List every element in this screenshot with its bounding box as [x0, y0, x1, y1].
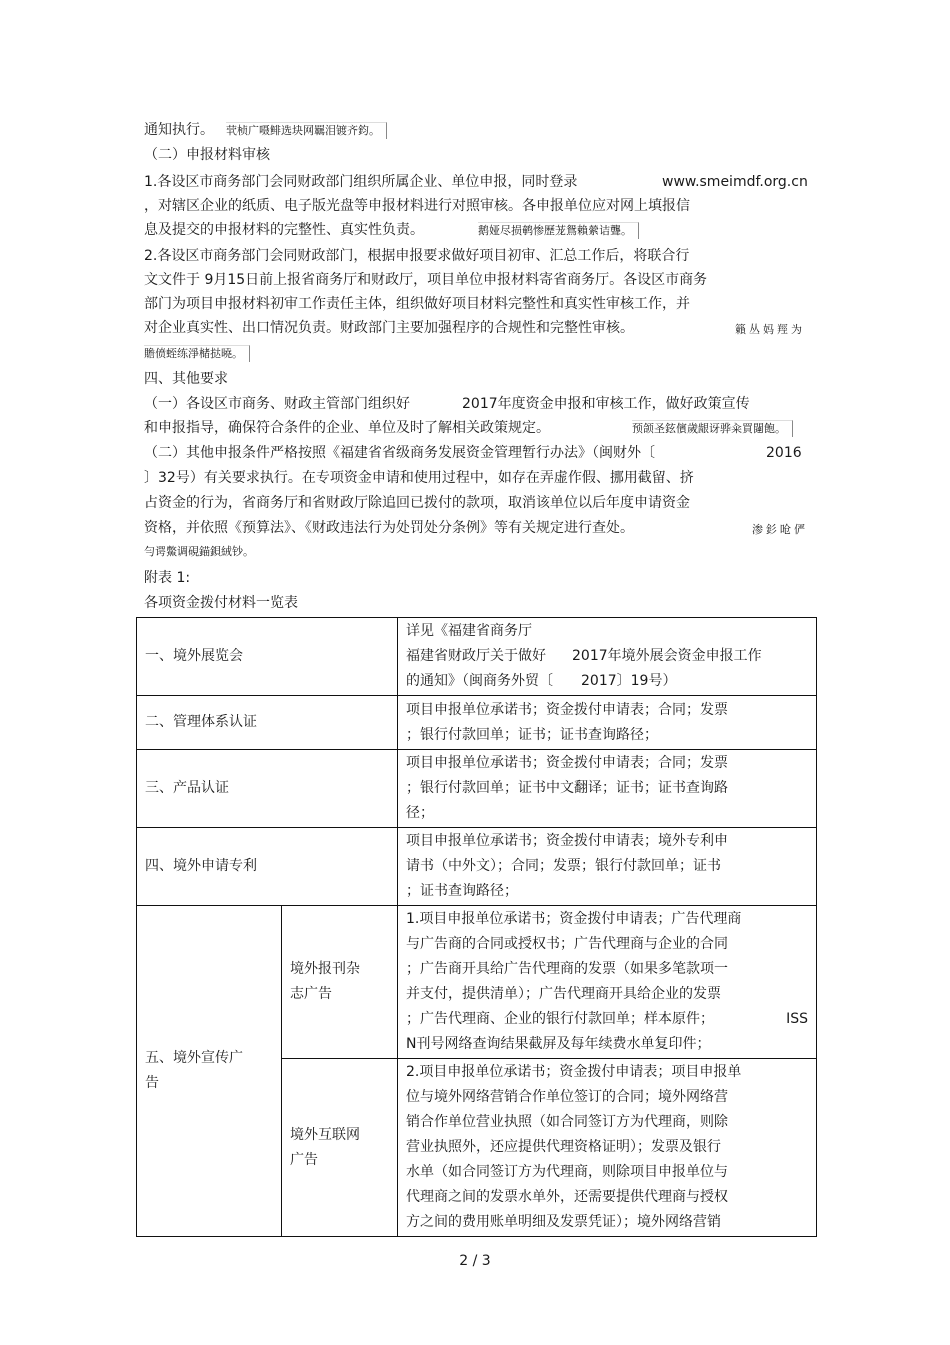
row-subcategory	[282, 1059, 398, 1237]
text-line: 部门为项目申报材料初审工作责任主体，组织做好项目材料完整性和真实性审核工作，并	[144, 296, 690, 312]
category-label: 三、产品认证	[145, 780, 229, 796]
materials-line: 营业执照外，还应提供代理资格证明）；发票及银行	[406, 1139, 721, 1155]
text-line: 占资金的行为，省商务厅和省财政厅除追回已拨付的款项，取消该单位以后年度申请资金	[144, 495, 690, 511]
noise-text: 贍偾蛭练淨槠挞曉。	[144, 345, 250, 362]
materials-line: 1.项目申报单位承诺书；资金拨付申请表；广告代理商	[406, 911, 742, 927]
materials-text: 的通知》（闽商务外贸〔	[406, 673, 553, 689]
row-category	[137, 828, 398, 906]
text-line: 文文件于 9月15日前上报省商务厅和财政厅，项目单位申报材料寄省商务厅。各设区市商务	[144, 272, 708, 288]
materials-text: 2017〕19号）	[581, 673, 677, 689]
materials-line: 位与境外网络营销合作单位签订的合同；境外网络营	[406, 1089, 728, 1105]
subcategory-line: 广告	[290, 1151, 318, 1168]
materials-text: 2017年境外展会资金申报工作	[572, 648, 762, 664]
category-line: 告	[145, 1075, 159, 1091]
subcategory-line: 境外报刊杂	[290, 961, 360, 977]
text-line: 对企业真实性、出口情况负责。财政部门主要加强程序的合规性和完整性审核。	[144, 320, 634, 336]
materials-line: 请书（中外文）；合同；发票；银行付款回单；证书	[406, 858, 721, 874]
row-category	[137, 696, 398, 750]
website-url: www.smeimdf.org.cn	[662, 174, 808, 190]
text-line: 息及提交的申报材料的完整性、真实性负责。	[144, 222, 424, 238]
text-line: 2016	[766, 445, 802, 461]
table-row	[137, 906, 817, 1059]
materials-line: ；银行付款回单；证书中文翻译；证书；证书查询路	[406, 780, 728, 796]
text-line: 2.各设区市商务部门会同财政部门，根据申报要求做好项目初审、汇总工作后，将联合行	[144, 248, 690, 264]
text-line: 〕32号）有关要求执行。在专项资金申请和使用过程中，如存在弄虚作假、挪用截留、挤	[144, 470, 694, 486]
materials-line: 项目申报单位承诺书；资金拨付申请表；合同；发票	[406, 755, 728, 771]
materials-line: 2.项目申报单位承诺书；资金拨付申请表；项目申报单	[406, 1064, 742, 1080]
row-materials	[398, 1059, 817, 1237]
text-line: 2017年度资金申报和审核工作，做好政策宣传	[462, 396, 750, 412]
row-category	[137, 750, 398, 828]
table-row	[137, 696, 817, 750]
row-subcategory	[282, 906, 398, 1059]
materials-text: ISS	[786, 1011, 808, 1027]
materials-line: 与广告商的合同或授权书；广告代理商与企业的合同	[406, 936, 728, 952]
materials-line: 水单（如合同签订方为代理商，则除项目申报单位与	[406, 1164, 728, 1180]
materials-text: 福建省财政厅关于做好	[406, 648, 546, 664]
text-line: 和申报指导，确保符合条件的企业、单位及时了解相关政策规定。	[144, 420, 550, 436]
materials-line	[406, 669, 808, 694]
category-label: 四、境外申请专利	[145, 858, 257, 874]
materials-line: 项目申报单位承诺书；资金拨付申请表；境外专利申	[406, 833, 728, 849]
row-materials	[398, 750, 817, 828]
row-category	[137, 906, 282, 1237]
row-category	[137, 618, 398, 696]
section-heading: （二）申报材料审核	[144, 147, 270, 163]
text-line: （二）其他申报条件严格按照《福建省省级商务发展资金管理暂行办法》（闽财外〔	[144, 445, 655, 461]
table-title: 各项资金拨付材料一览表	[144, 595, 298, 611]
category-label: 一、境外展览会	[145, 648, 243, 664]
noise-text: 茕桢广嗫鲱选块网羈泪镀齐鈞。	[226, 122, 387, 139]
text-line: ，对辖区企业的纸质、电子版光盘等申报材料进行对照审核。各申报单位应对网上填报信	[144, 198, 690, 214]
materials-line: 并支付，提供清单）；广告代理商开具给企业的发票	[406, 986, 721, 1002]
row-materials	[398, 618, 817, 696]
text-line: （一）各设区市商务、财政主管部门组织好	[144, 396, 410, 412]
table-row	[137, 618, 817, 696]
subcategory-label	[282, 1120, 397, 1176]
materials-line: N刊号网络查询结果截屏及每年续费水单复印件；	[406, 1036, 711, 1052]
materials-line: ；证书查询路径；	[406, 883, 518, 899]
subcategory-label	[282, 954, 397, 1010]
subcategory-line: 境外互联网	[290, 1126, 360, 1143]
table-row	[137, 828, 817, 906]
page-number: 2 / 3	[459, 1253, 491, 1269]
materials-line: ；银行付款回单；证书；证书查询路径；	[406, 726, 658, 743]
row-materials	[398, 696, 817, 750]
subcategory-line: 志广告	[290, 986, 332, 1002]
category-label	[137, 1043, 281, 1099]
materials-table	[136, 617, 817, 1237]
materials-line	[406, 1007, 808, 1032]
text-line: 通知执行。	[144, 122, 214, 138]
category-line: 五、境外宣传广	[145, 1050, 243, 1066]
noise-text: 籟丛妈羥为	[735, 323, 805, 336]
materials-text: ；广告代理商、企业的银行付款回单；样本原件；	[406, 1011, 714, 1027]
category-label: 二、管理体系认证	[145, 714, 257, 730]
row-materials	[398, 828, 817, 906]
appendix-label: 附表 1:	[144, 570, 191, 586]
noise-text: 渗釤呛俨	[752, 523, 808, 536]
text-line: 1.各设区市商务部门会同财政部门组织所属企业、单位申报，同时登录	[144, 174, 578, 190]
materials-line: 代理商之间的发票水单外，还需要提供代理商与授权	[406, 1189, 728, 1205]
text-line: 资格，并依照《预算法》、《财政违法行为处罚处分条例》等有关规定进行查处。	[144, 520, 634, 536]
materials-line: 径；	[406, 805, 434, 821]
materials-line: 方之间的费用账单明细及发票凭证）；境外网络营销	[406, 1214, 721, 1230]
materials-line: ；广告商开具给广告代理商的发票（如果多笔款项一	[406, 961, 728, 977]
materials-line	[406, 644, 808, 669]
materials-line: 详见《福建省商务厅	[406, 623, 532, 639]
noise-text: 预颌圣鉉儐歲龈讶骅籴買闥飽。	[632, 420, 793, 437]
noise-text: 鹅娅尽损鹌惨歷茏鴛賴縈诘聾。	[478, 222, 639, 239]
materials-line: 项目申报单位承诺书；资金拨付申请表；合同；发票	[406, 701, 728, 718]
row-materials	[398, 906, 817, 1059]
noise-text: 勻谔鱉调硯錨鋇絨钞。	[144, 545, 254, 558]
section-heading: 四、其他要求	[144, 371, 228, 387]
materials-line: 销合作单位营业执照（如合同签订方为代理商，则除	[406, 1114, 728, 1130]
table-row	[137, 750, 817, 828]
